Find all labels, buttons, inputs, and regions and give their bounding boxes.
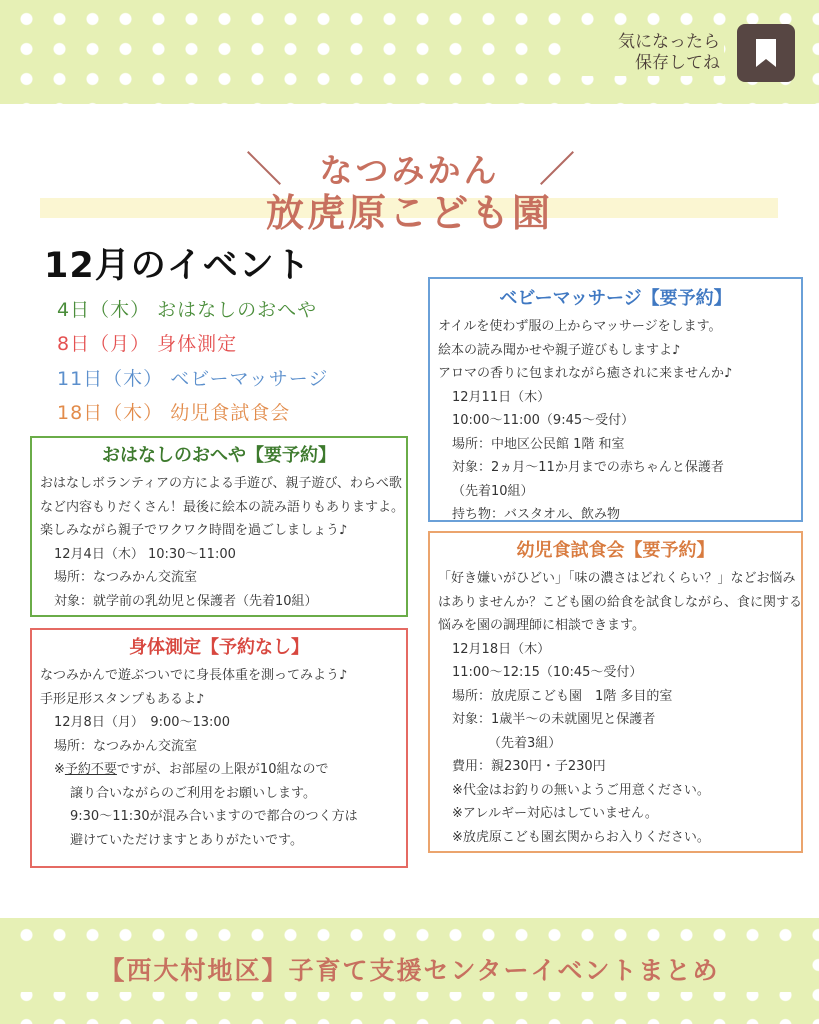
- event-item-yoji: 18日（木） 幼児食試食会: [57, 402, 291, 424]
- title-line2: 放虎原こども園: [265, 191, 553, 235]
- yoji-box: [428, 531, 803, 853]
- shintai-place: 場所：なつみかん交流室: [54, 738, 198, 754]
- shintai-desc2: 手形足形スタンプもあるよ♪: [40, 691, 205, 707]
- ohanashi-desc2: など内容もりだくさん！最後に絵本の読み語りもありますよ。: [40, 499, 405, 515]
- event-item-baby: 11日（木） ベビーマッサージ: [57, 368, 329, 390]
- yoji-place: 場所：放虎原こども園 1階 多目的室: [452, 688, 673, 704]
- shintai-datetime: 12月8日（月） 9:00～13:00: [54, 715, 230, 730]
- shintai-note3: 9:30～11:30が混み合いますので都合のつく方は: [70, 809, 358, 824]
- baby-target: 対象：2ヵ月～11か月までの赤ちゃんと保護者: [452, 460, 724, 475]
- baby-title: ベビーマッサージ【要予約】: [499, 288, 732, 309]
- shintai-note-prefix: ※: [54, 762, 65, 777]
- ohanashi-desc1: おはなしボランティアの方による手遊び、親子遊び、わらべ歌: [40, 476, 402, 491]
- shintai-note2: 譲り合いながらのご利用をお願いします。: [70, 785, 316, 801]
- yoji-note3: ※放虎原こども園玄関からお入りください。: [452, 829, 710, 845]
- shintai-desc1: なつみかんで遊ぶついでに身長体重を測ってみよう♪: [40, 668, 348, 683]
- yoji-title: 幼児食試食会【要予約】: [516, 540, 715, 561]
- yoji-desc3: 悩みを園の調理師に相談できます。: [438, 618, 645, 633]
- shintai-note4: 避けていただけますとありがたいです。: [70, 832, 303, 848]
- baby-items: 持ち物：バスタオル、飲み物: [452, 507, 620, 522]
- bookmark-button[interactable]: [737, 24, 795, 82]
- footer-text: 【西大村地区】子育て支援センターイベントまとめ: [99, 956, 720, 985]
- bookmark-icon: [754, 37, 778, 69]
- footer-banner: [20, 950, 799, 992]
- yoji-target2: （先着3組）: [488, 735, 562, 751]
- shintai-note-rest: ですが、お部屋の上限が10組なので: [116, 762, 329, 777]
- shintai-title: 身体測定【予約なし】: [129, 637, 309, 658]
- ohanashi-title: おはなしのおへや【要予約】: [102, 445, 336, 466]
- yoji-target: 対象：1歳半～の未就園児と保護者: [452, 712, 656, 727]
- ohanashi-place: 場所：なつみかん交流室: [54, 570, 198, 585]
- baby-desc3: アロマの香りに包まれながら癒されに来ませんか♪: [438, 366, 733, 381]
- ohanashi-target: 対象：就学前の乳幼児と保護者（先着10組）: [54, 593, 318, 609]
- shintai-note-underlined: 予約不要: [64, 762, 117, 777]
- baby-desc1: オイルを使わず服の上からマッサージをします。: [438, 319, 722, 334]
- baby-box: [428, 277, 803, 522]
- ohanashi-desc3: 楽しみながら親子でワクワク時間を過ごしましょう♪: [40, 523, 348, 538]
- title-line1: なつみかん: [319, 151, 500, 190]
- event-item-ohanashi: 4日（木） おはなしのおへや: [57, 299, 318, 321]
- baby-date: 12月11日（木）: [452, 389, 551, 405]
- shintai-note1: [40, 758, 398, 782]
- yoji-desc2: はありませんか？こども園の給食を試食しながら、食に関する: [438, 594, 803, 610]
- yoji-time: 11:00～12:15（10:45～受付）: [452, 665, 643, 680]
- shintai-box: [30, 628, 408, 868]
- month-title: 12月のイベント: [44, 246, 311, 286]
- ohanashi-box: [30, 436, 408, 617]
- save-note: [572, 30, 724, 76]
- baby-place: 場所：中地区公民館 1階 和室: [452, 436, 625, 452]
- save-note-line2: 保存してね: [635, 53, 720, 73]
- event-item-shintai: 8日（月） 身体測定: [57, 333, 238, 355]
- yoji-fee: 費用：親230円・子230円: [452, 759, 606, 774]
- baby-desc2: 絵本の読み聞かせや親子遊びもしますよ♪: [438, 342, 681, 358]
- yoji-note1: ※代金はお釣りの無いようご用意ください。: [452, 782, 710, 798]
- yoji-desc1: 「好き嫌いがひどい」「味の濃さはどれくらい？」などお悩み: [438, 571, 796, 586]
- baby-target2: （先着10組）: [452, 483, 534, 499]
- yoji-date: 12月18日（木）: [452, 641, 551, 657]
- ohanashi-datetime: 12月4日（木） 10:30～11:00: [54, 546, 236, 562]
- yoji-note2: ※アレルギー対応はしていません。: [452, 806, 658, 821]
- save-note-line1: 気になったら: [618, 32, 720, 52]
- baby-time: 10:00～11:00（9:45～受付）: [452, 413, 635, 428]
